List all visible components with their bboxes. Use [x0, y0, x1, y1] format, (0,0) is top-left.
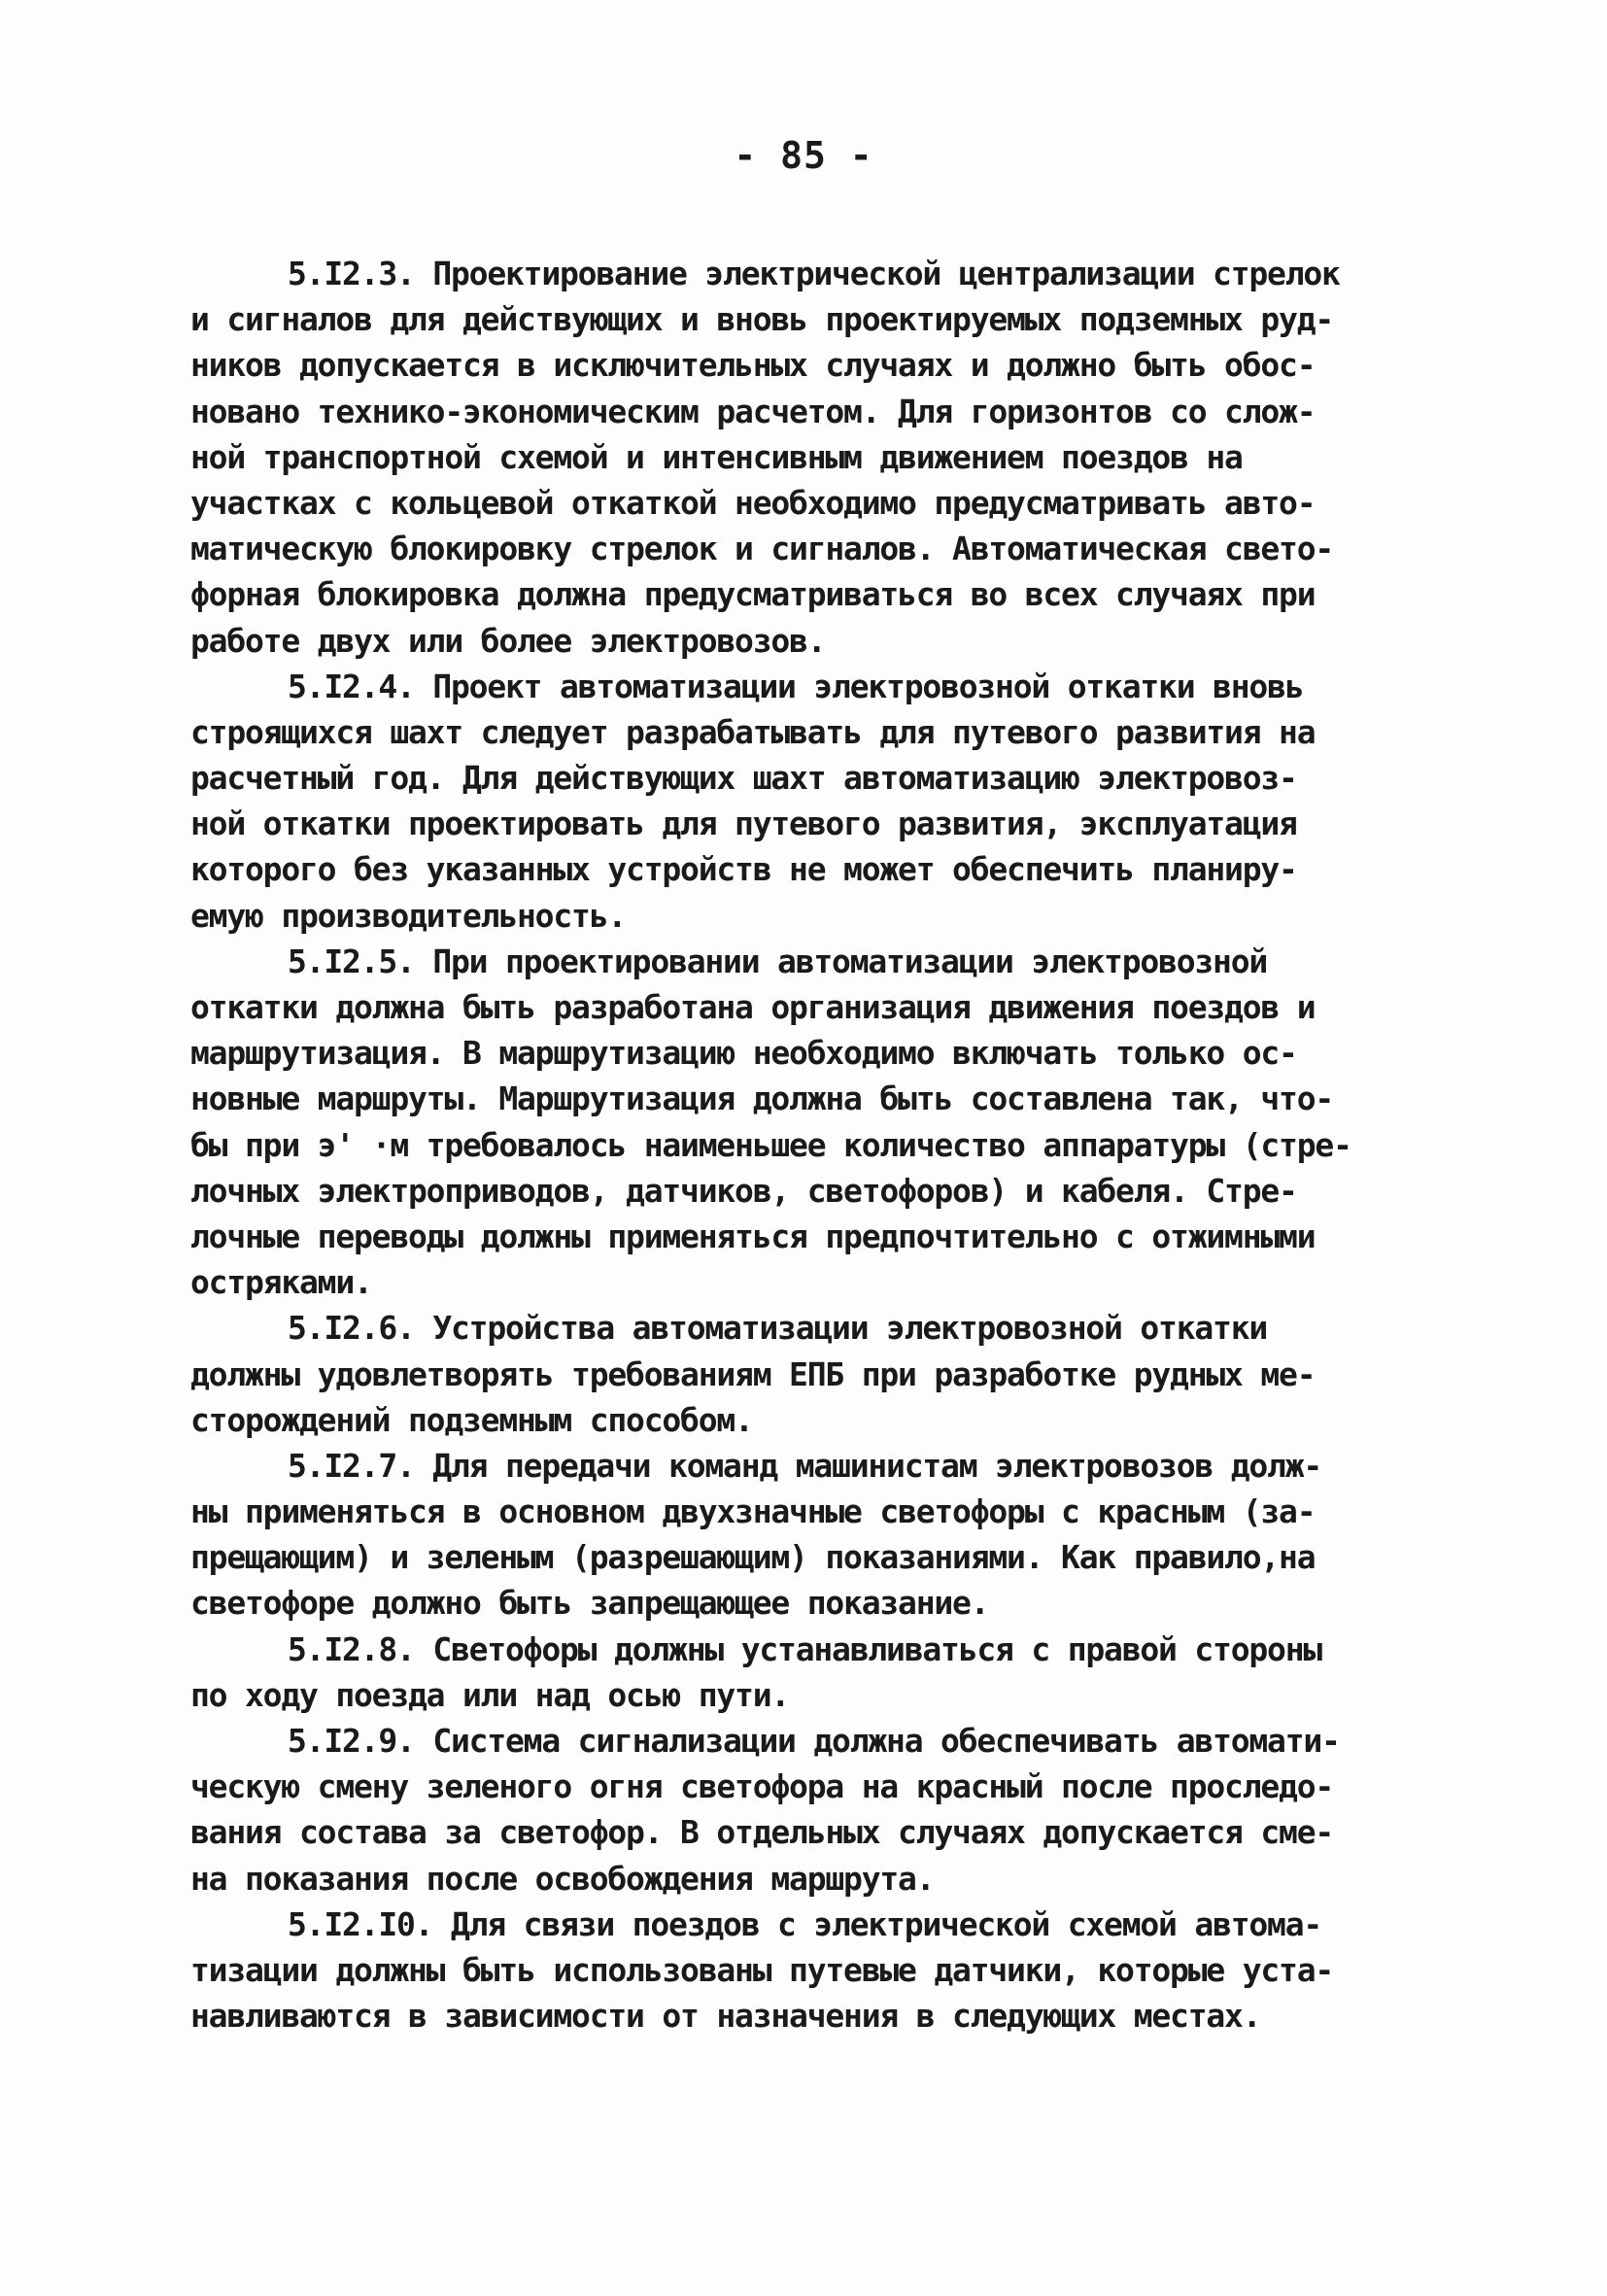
paragraph-line: работе двух или более электровозов. — [190, 621, 826, 660]
paragraph-first-line: 5.I2.6. Устройства автоматизации электровозной откатки — [288, 1309, 1268, 1348]
paragraph-line: новные маршруты. Маршрутизация должна быть составлена так, что- — [190, 1079, 1334, 1118]
paragraph-line: откатки должна быть разработана организация движения поездов и — [190, 988, 1316, 1026]
paragraph-line: ников допускается в исключительных случаях и должно быть обос- — [190, 346, 1316, 385]
paragraph — [190, 1443, 1424, 1627]
paragraph-first-line: 5.I2.4. Проект автоматизации электровозной откатки вновь — [288, 667, 1304, 705]
paragraph-first-line: 5.I2.I0. Для связи поездов с электрической схемой автома- — [288, 1904, 1322, 1943]
paragraph-line: которого без указанных устройств не может обеспечить планиру- — [190, 850, 1297, 889]
paragraph-line: маршрутизация. В маршрутизацию необходимо включать только ос- — [190, 1034, 1297, 1073]
paragraph-first-line: 5.I2.7. Для передачи команд машинистам электровозов долж- — [288, 1446, 1322, 1485]
paragraph-line: строящихся шахт следует разрабатывать для путевого развития на — [190, 712, 1316, 751]
paragraph-line: на показания после освобождения маршрута. — [190, 1859, 935, 1898]
paragraph-line: ческую смену зеленого огня светофора на красный после проследо- — [190, 1767, 1334, 1806]
paragraph — [190, 251, 1424, 664]
paragraph-line: новано технико-экономическим расчетом. Для горизонтов со слож- — [190, 392, 1316, 430]
paragraph — [190, 1627, 1424, 1718]
paragraph-line: вания состава за светофор. В отдельных случаях допускается сме- — [190, 1813, 1334, 1852]
paragraph-line: светофоре должно быть запрещающее показание. — [190, 1584, 989, 1623]
paragraph-first-line: 5.I2.5. При проектировании автоматизации электровозной — [288, 942, 1268, 980]
paragraph-line: емую производительность. — [190, 896, 627, 935]
paragraph-first-line: 5.I2.8. Светофоры должны устанавливаться с правой стороны — [288, 1629, 1322, 1668]
document-body — [190, 251, 1424, 2039]
paragraph-first-line: 5.I2.9. Система сигнализации должна обеспечивать автомати- — [288, 1722, 1340, 1760]
paragraph-line: бы при э' ·м требовалось наименьшее количество аппаратуры (стре- — [190, 1125, 1351, 1164]
paragraph-line: навливаются в зависимости от назначения в следующих местах. — [190, 1997, 1261, 2036]
paragraph — [190, 1305, 1424, 1443]
paragraph — [190, 939, 1424, 1306]
paragraph-line: ной транспортной схемой и интенсивным движением поездов на — [190, 437, 1243, 476]
paragraph-line: участках с кольцевой откаткой необходимо предусматривать авто- — [190, 483, 1316, 522]
paragraph-line: сторождений подземным способом. — [190, 1400, 753, 1439]
paragraph-line: ны применяться в основном двухзначные светофоры с красным (за- — [190, 1492, 1316, 1531]
paragraph-line: и сигналов для действующих и вновь проектируемых подземных руд- — [190, 300, 1334, 339]
paragraph-line: расчетный год. Для действующих шахт автоматизацию электровоз- — [190, 759, 1297, 798]
paragraph-line: форная блокировка должна предусматриваться во всех случаях при — [190, 575, 1316, 614]
page-number: - 85 - — [734, 134, 873, 177]
paragraph — [190, 1902, 1424, 2039]
paragraph-line: по ходу поезда или над осью пути. — [190, 1675, 790, 1714]
paragraph-line: лочных электроприводов, датчиков, светофоров) и кабеля. Стре- — [190, 1171, 1297, 1210]
paragraph-first-line: 5.I2.3. Проектирование электрической централизации стрелок — [288, 255, 1340, 292]
paragraph-line: прещающим) и зеленым (разрешающим) показаниями. Как правило,на — [190, 1538, 1316, 1577]
paragraph-line: должны удовлетворять требованиям ЕПБ при разработке рудных ме- — [190, 1354, 1316, 1393]
paragraph-line: ной откатки проектировать для путевого развития, эксплуатация — [190, 805, 1297, 843]
paragraph — [190, 664, 1424, 939]
paragraph-line: тизации должны быть использованы путевые датчики, которые уста- — [190, 1950, 1334, 1989]
paragraph-line: матическую блокировку стрелок и сигналов. Автоматическая свето- — [190, 530, 1334, 568]
paragraph-line: остряками. — [190, 1263, 372, 1302]
paragraph — [190, 1718, 1424, 1902]
paragraph-line: лочные переводы должны применяться предпочтительно с отжимными — [190, 1217, 1316, 1255]
